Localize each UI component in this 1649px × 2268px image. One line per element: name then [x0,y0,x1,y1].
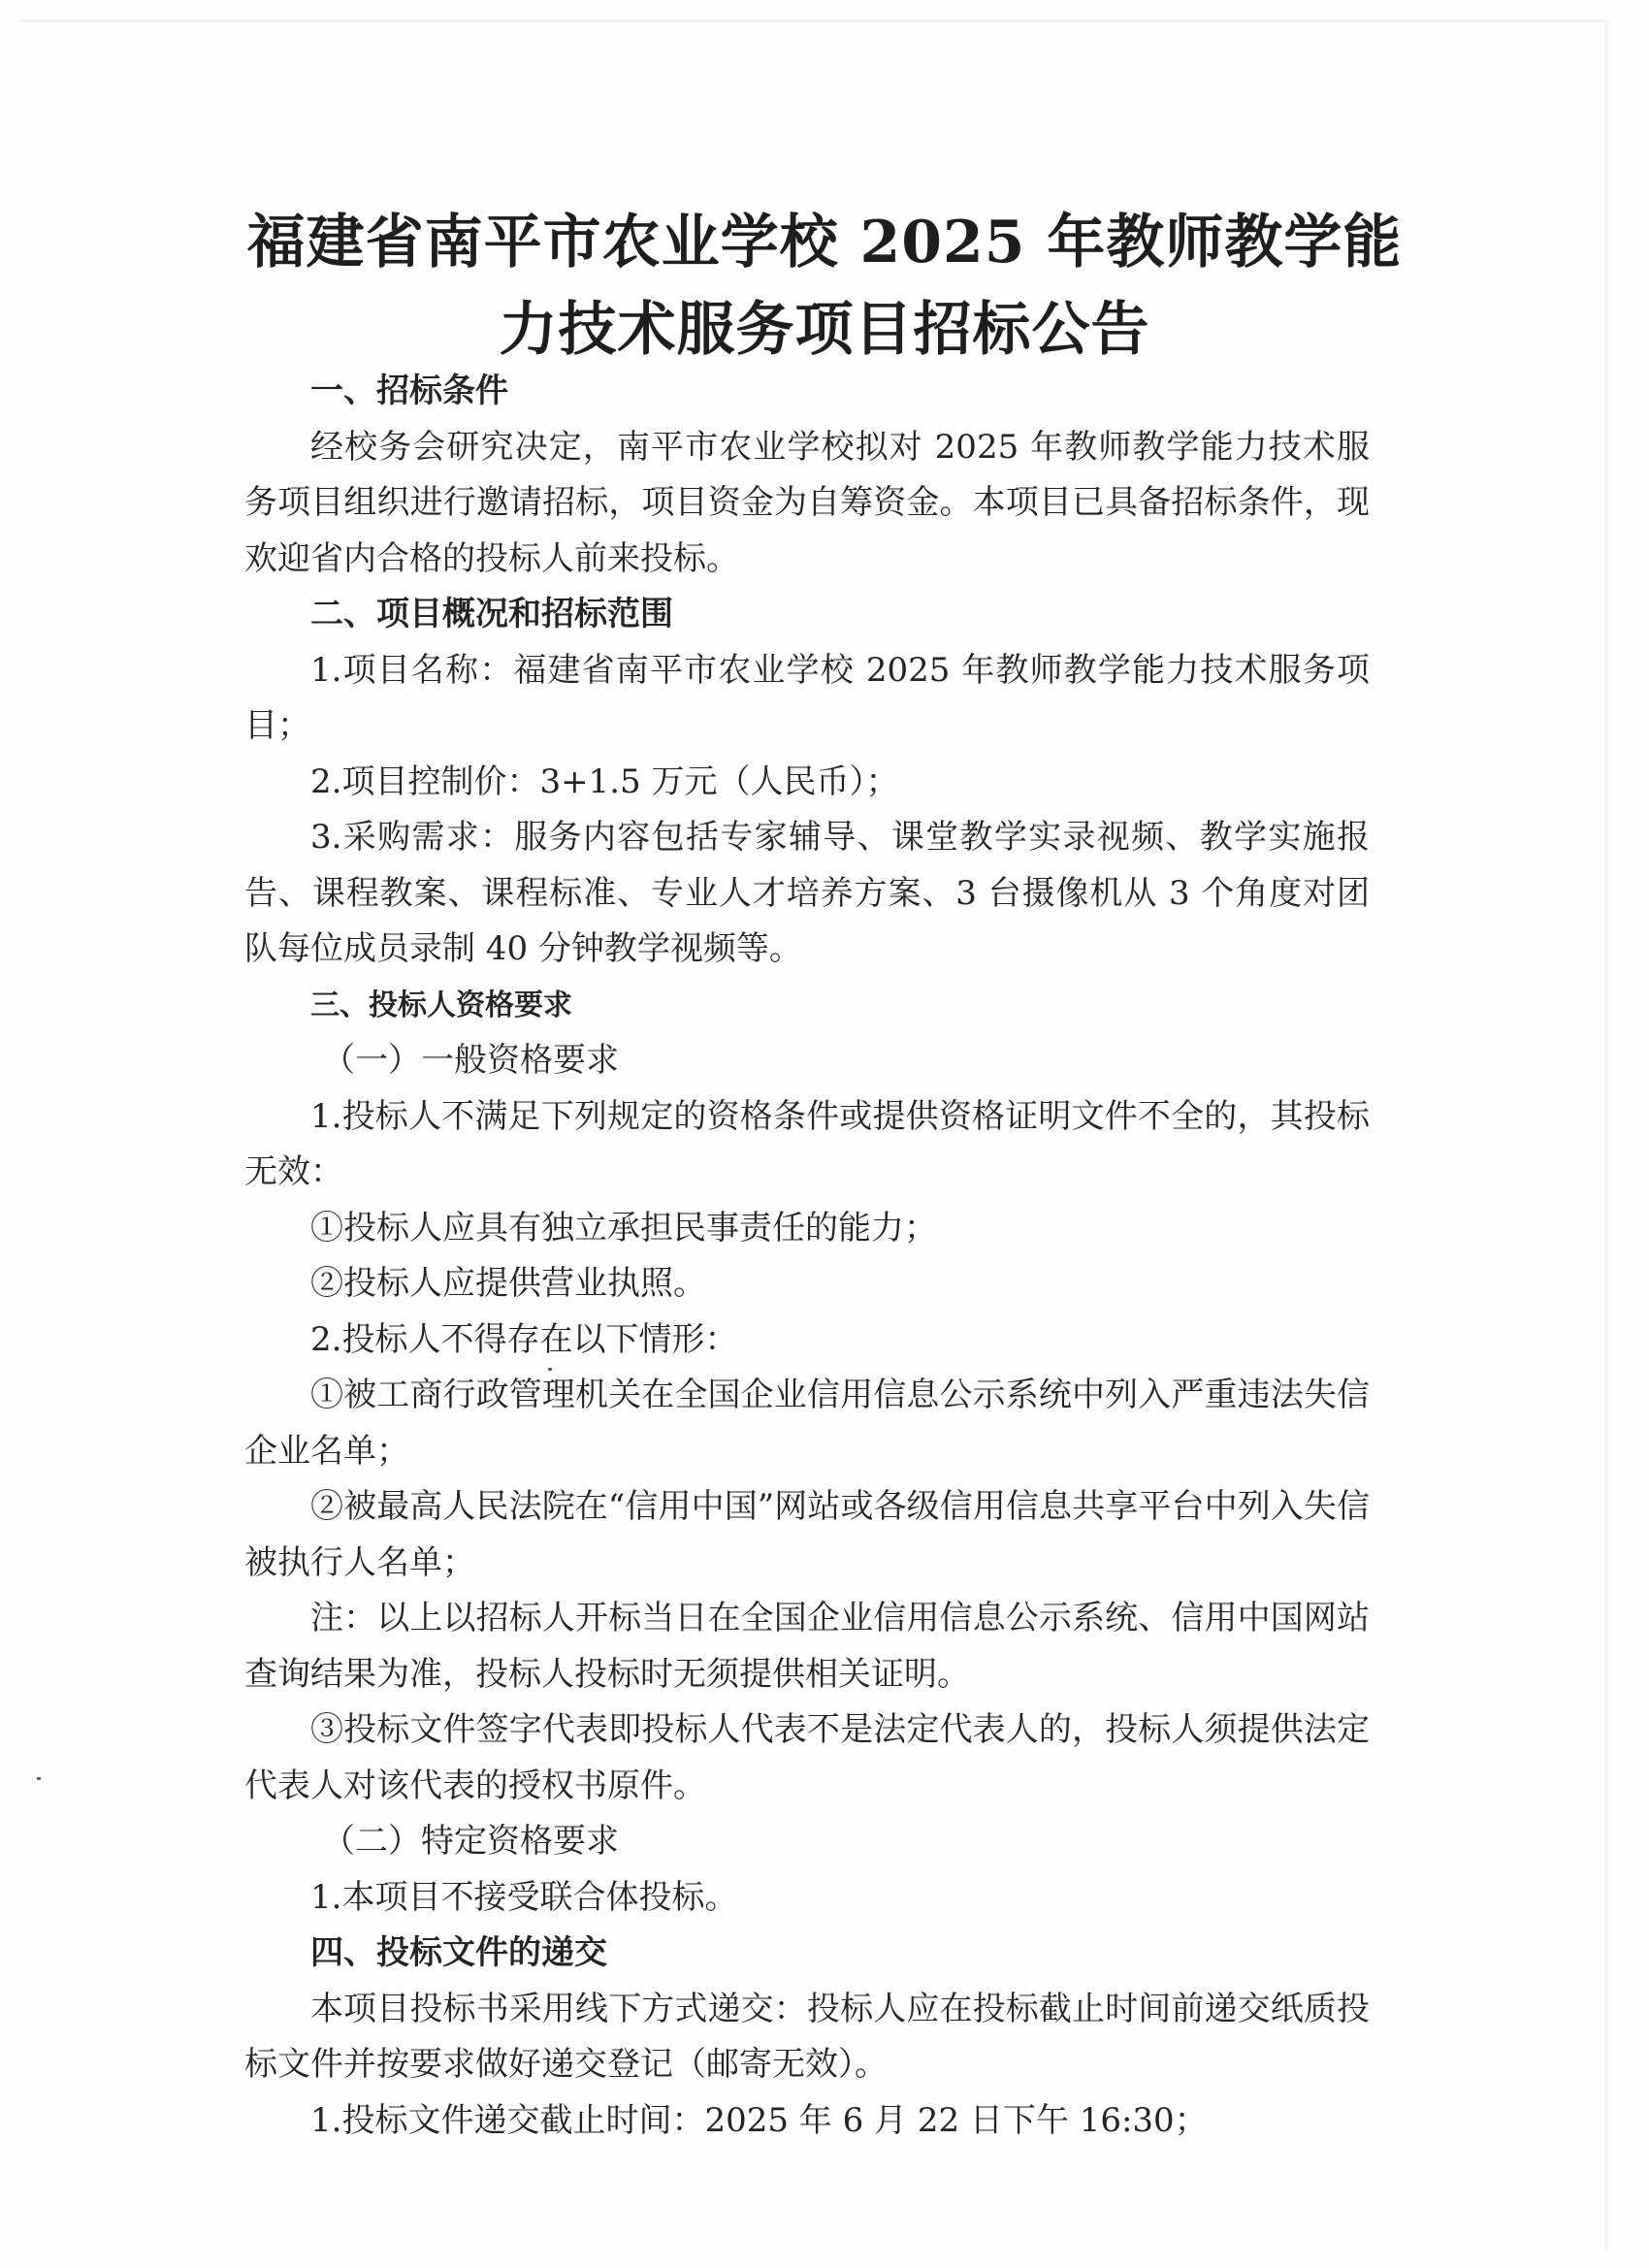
section-3-specific-heading: （二）特定资格要求 [322,1822,619,1861]
section-3-general-heading: （一）一般资格要求 [322,1041,619,1080]
scan-edge-right [1604,19,1610,2251]
section-1-paragraph: 经校务会研究决定，南平市农业学校拟对 2025 年教师教学能力技术服务项目组织进行邀请招标，项目资金为自筹资金。本项目已具备招标条件，现欢迎省内合格的投标人前来投标。 [244,427,1370,578]
section-3-general-item-1: 1.投标人不满足下列规定的资格条件或提供资格证明文件不全的，其投标无效： [244,1096,1370,1191]
section-4-heading: 四、投标文件的递交 [310,1933,607,1972]
section-2-item-2: 2.项目控制价：3+1.5 万元（人民币）； [310,761,899,801]
section-3-general-item-2c: ③投标文件签字代表即投标人代表不是法定代表人的，投标人须提供法定代表人对该代表的授权书原件。 [244,1710,1370,1805]
document-body [244,364,1370,2149]
section-3-general-item-2b: ②被最高人民法院在“信用中国”网站或各级信用信息共享平台中列入失信被执行人名单； [244,1487,1370,1582]
scan-edge-top [19,19,1610,22]
section-3-general-item-2a: ①被工商行政管理机关在全国企业信用信息公示系统中列入严重违法失信企业名单； [244,1376,1370,1471]
section-3-general-item-1a: ①投标人应具有独立承担民事责任的能力； [310,1208,937,1247]
section-1-heading: 一、招标条件 [310,372,508,410]
section-3-general-item-2: 2.投标人不得存在以下情形： [310,1319,738,1359]
scan-speck [37,1777,41,1780]
section-3-specific-item-1: 1.本项目不接受联合体投标。 [310,1877,738,1917]
section-3-heading: 三、投标人资格要求 [310,988,572,1022]
document-title [233,199,1416,373]
section-2-item-1: 1.项目名称：福建省南平市农业学校 2025 年教师教学能力技术服务项目； [244,650,1370,745]
section-3-general-item-1b: ②投标人应提供营业执照。 [310,1264,706,1303]
scan-speck [548,1368,552,1371]
section-2-item-3: 3.采购需求：服务内容包括专家辅导、课堂教学实录视频、教学实施报告、课程教案、课程标准、专业人才培养方案、3 台摄像机从 3 个角度对团队每位成员录制 40 分钟教学视频等。 [244,818,1370,968]
section-3-general-note: 注：以上以招标人开标当日在全国企业信用信息公示系统、信用中国网站查询结果为准，投标人投标时无须提供相关证明。 [244,1599,1370,1694]
section-4-item-1: 1.投标文件递交截止时间：2025 年 6 月 22 日下午 16:30； [310,2100,1208,2140]
title-line-2: 力技术服务项目招标公告 [499,296,1150,364]
section-4-paragraph: 本项目投标书采用线下方式递交：投标人应在投标截止时间前递交纸质投标文件并按要求做好递交登记（邮寄无效）。 [244,1989,1370,2084]
title-line-1: 福建省南平市农业学校 2025 年教师教学能 [246,209,1403,276]
section-2-heading: 二、项目概况和招标范围 [310,595,673,633]
